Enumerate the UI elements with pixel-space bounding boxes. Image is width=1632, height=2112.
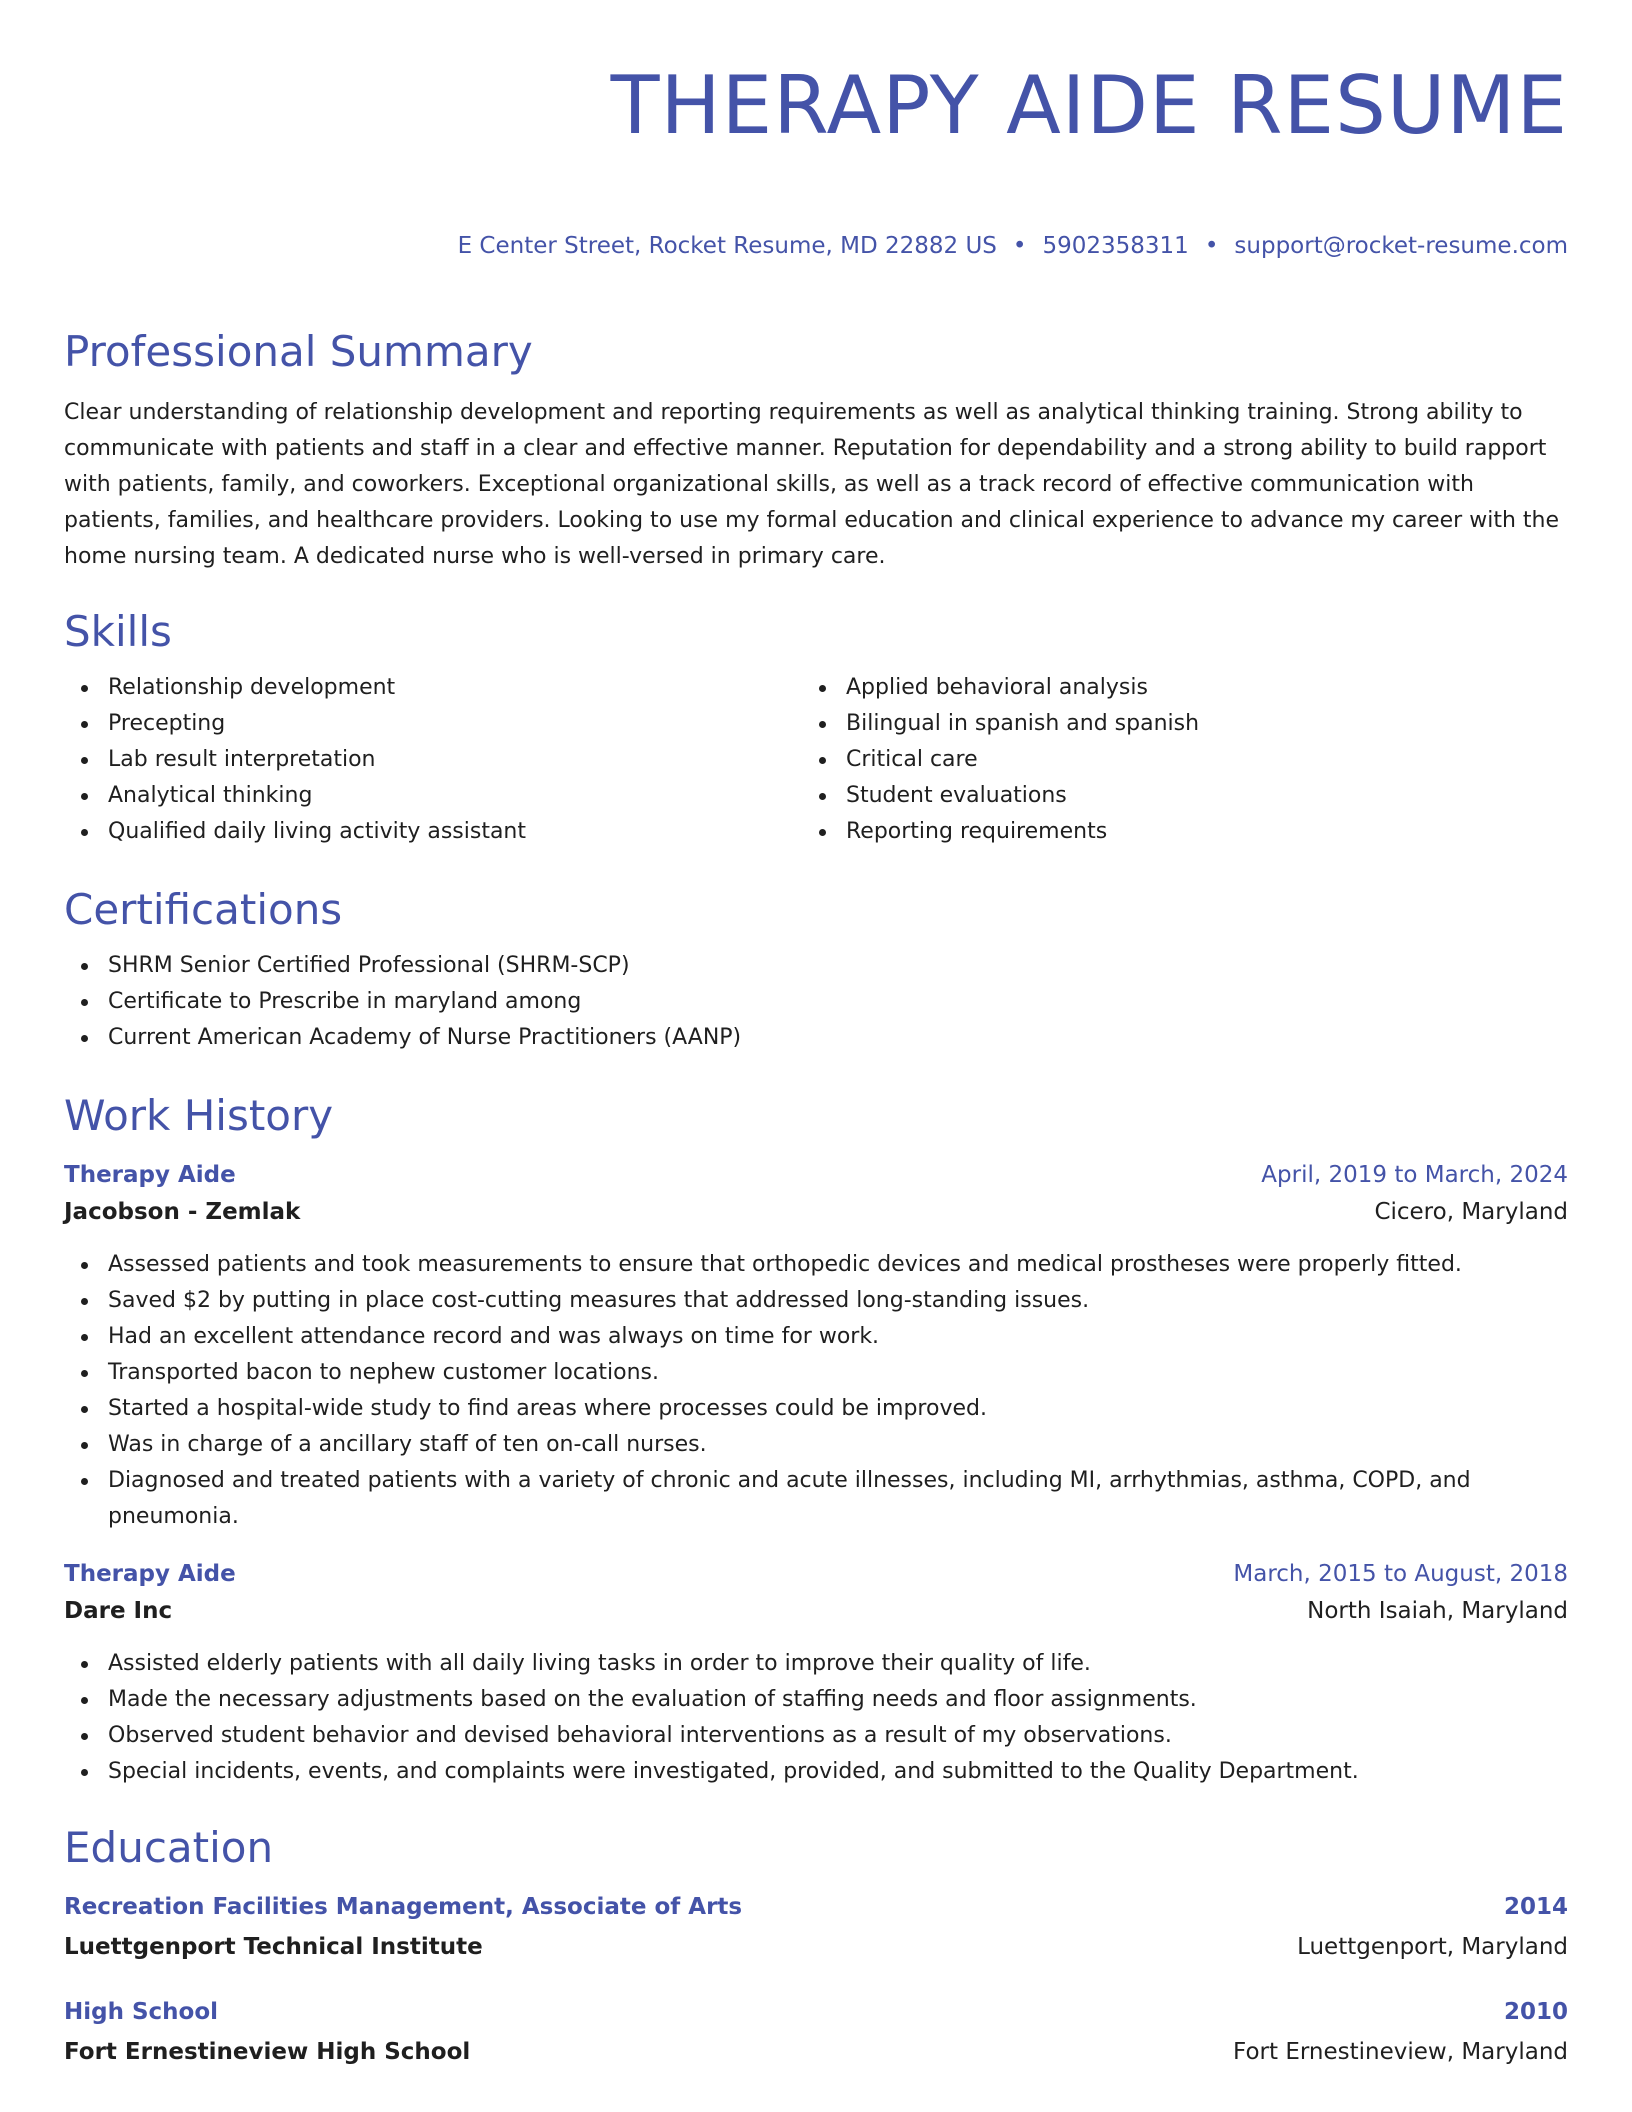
job-location: North Isaiah, Maryland <box>1307 1598 1568 1624</box>
education-school: Fort Ernestineview High School <box>64 2039 471 2065</box>
job-duty-item: Observed student behavior and devised behavioral interventions as a result of my observations. <box>64 1718 1568 1754</box>
skills-list <box>64 670 1568 850</box>
skill-item: Precepting <box>64 706 802 742</box>
job-duty-item: Was in charge of a ancillary staff of ten on-call nurses. <box>64 1427 1568 1463</box>
job-employer: Dare Inc <box>64 1598 173 1624</box>
job-entry <box>64 1556 1568 1790</box>
education-subheader <box>64 2034 1568 2070</box>
skill-item: Bilingual in spanish and spanish <box>802 706 1540 742</box>
skill-item: Qualified daily living activity assistant <box>64 814 802 850</box>
job-employer: Jacobson - Zemlak <box>64 1199 301 1225</box>
education-year: 2010 <box>1503 1999 1568 2025</box>
skills-column-left <box>64 670 802 850</box>
skill-item: Reporting requirements <box>802 814 1540 850</box>
job-duty-item: Diagnosed and treated patients with a variety of chronic and acute illnesses, including MI, arrhythmias, asthma, COPD, and pneumonia. <box>64 1463 1568 1535</box>
contact-line <box>64 230 1568 262</box>
work-history-heading: Work History <box>64 1091 334 1140</box>
education-header <box>64 1889 1568 1925</box>
contact-email: support@rocket-resume.com <box>1234 233 1568 259</box>
education-location: Luettgenport, Maryland <box>1297 1934 1568 1960</box>
contact-separator: • <box>1204 233 1219 259</box>
contact-phone: 5902358311 <box>1042 233 1189 259</box>
education-year: 2014 <box>1503 1894 1568 1920</box>
resume-title: THERAPY AIDE RESUME <box>610 59 1568 152</box>
job-header <box>64 1157 1568 1193</box>
education-heading: Education <box>64 1823 274 1872</box>
job-duty-item: Assisted elderly patients with all daily living tasks in order to improve their quality of life. <box>64 1646 1568 1682</box>
job-duty-item: Made the necessary adjustments based on the evaluation of staffing needs and floor assignments. <box>64 1682 1568 1718</box>
skills-heading: Skills <box>64 607 172 656</box>
job-duty-item: Assessed patients and took measurements to ensure that orthopedic devices and medical prostheses were properly fitted. <box>64 1247 1568 1283</box>
education-header <box>64 1994 1568 2030</box>
contact-address: E Center Street, Rocket Resume, MD 22882 US <box>457 233 997 259</box>
job-subheader <box>64 1593 1568 1629</box>
job-title: Therapy Aide <box>64 1561 236 1587</box>
job-header <box>64 1556 1568 1592</box>
certifications-list <box>64 948 1568 1056</box>
summary-heading: Professional Summary <box>64 327 533 376</box>
skill-item: Critical care <box>802 742 1540 778</box>
education-entry <box>64 1994 1568 2070</box>
contact-separator: • <box>1012 233 1027 259</box>
skill-item: Applied behavioral analysis <box>802 670 1540 706</box>
job-duty-item: Special incidents, events, and complaints were investigated, provided, and submitted to the Quality Department. <box>64 1754 1568 1790</box>
job-subheader <box>64 1194 1568 1230</box>
job-title: Therapy Aide <box>64 1162 236 1188</box>
certifications-heading: Certifications <box>64 885 343 934</box>
certification-item: SHRM Senior Certified Professional (SHRM-SCP) <box>64 948 1568 984</box>
job-location: Cicero, Maryland <box>1374 1199 1568 1225</box>
job-dates: April, 2019 to March, 2024 <box>1261 1162 1568 1188</box>
job-duty-item: Started a hospital-wide study to find areas where processes could be improved. <box>64 1391 1568 1427</box>
education-location: Fort Ernestineview, Maryland <box>1233 2039 1568 2065</box>
job-duties <box>64 1247 1568 1535</box>
skill-item: Lab result interpretation <box>64 742 802 778</box>
skill-item: Student evaluations <box>802 778 1540 814</box>
certification-item: Current American Academy of Nurse Practitioners (AANP) <box>64 1020 1568 1056</box>
certification-item: Certificate to Prescribe in maryland among <box>64 984 1568 1020</box>
job-duty-item: Had an excellent attendance record and was always on time for work. <box>64 1319 1568 1355</box>
education-entry <box>64 1889 1568 1965</box>
job-dates: March, 2015 to August, 2018 <box>1233 1561 1568 1587</box>
job-duty-item: Transported bacon to nephew customer locations. <box>64 1355 1568 1391</box>
education-subheader <box>64 1929 1568 1965</box>
summary-text: Clear understanding of relationship development and reporting requirements as well as analytical thinking training. Strong ability to communicate with patients and staff in a clear and effective manner. Reputation for dependability and a strong ability to build rapport with patients, family, and coworkers. Exceptional organizational skills, as well as a track record of effective communication with patients, families, and healthcare providers. Looking to use my formal education and clinical experience to advance my career with the home nursing team. A dedicated nurse who is well-versed in primary care. <box>64 400 1559 569</box>
job-entry <box>64 1157 1568 1535</box>
skill-item: Analytical thinking <box>64 778 802 814</box>
education-degree: Recreation Facilities Management, Associate of Arts <box>64 1894 743 1920</box>
skills-column-right <box>802 670 1540 850</box>
education-degree: High School <box>64 1999 219 2025</box>
job-duties <box>64 1646 1568 1790</box>
education-school: Luettgenport Technical Institute <box>64 1934 483 1960</box>
skill-item: Relationship development <box>64 670 802 706</box>
job-duty-item: Saved $2 by putting in place cost-cutting measures that addressed long-standing issues. <box>64 1283 1568 1319</box>
